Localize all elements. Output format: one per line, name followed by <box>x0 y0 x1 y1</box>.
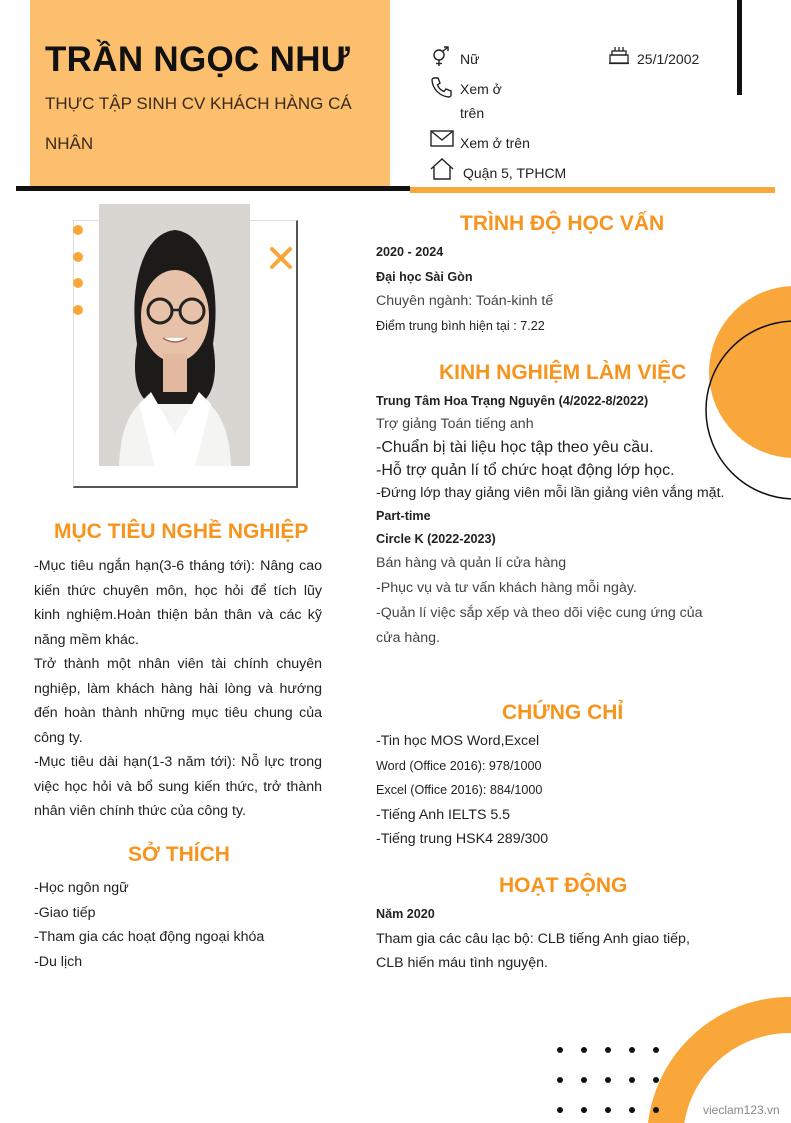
career-goal-paragraph: -Mục tiêu ngắn hạn(3-6 tháng tới): Nâng cao kiến thức chuyên môn, học hỏi để tích lũy kinh nghiệm.Hoàn thiện bản thân và các kỹ năng mềm khác. <box>34 558 322 648</box>
certificates-title: CHỨNG CHỈ <box>502 701 624 724</box>
address-value: Quận 5, TPHCM <box>463 165 567 181</box>
header-vertical-bar <box>737 0 742 95</box>
certificate-item: Word (Office 2016): 978/1000 <box>376 758 542 773</box>
gender-value: Nữ <box>460 51 480 67</box>
job1-company: Trung Tâm Hoa Trạng Nguyên (4/2022-8/2022) <box>376 394 649 408</box>
job2-task: -Quản lí việc sắp xếp và theo dõi việc cung ứng của cửa hàng. <box>376 605 703 646</box>
education-school: Đại học Sài Gòn <box>376 269 473 284</box>
watermark: vieclam123.vn <box>703 1103 780 1117</box>
certificates-list <box>376 729 726 852</box>
profile-photo <box>99 204 250 466</box>
decor-dot <box>73 305 83 315</box>
job-title: THỰC TẬP SINH CV KHÁCH HÀNG CÁ NHÂN <box>45 94 352 153</box>
education-title: TRÌNH ĐỘ HỌC VẤN <box>460 212 665 235</box>
decor-dot <box>73 225 83 235</box>
candidate-name: TRẦN NGỌC NHƯ <box>45 40 351 79</box>
certificate-item: Excel (Office 2016): 884/1000 <box>376 783 543 797</box>
divider-black <box>16 186 410 191</box>
hobbies-title: SỞ THÍCH <box>128 843 230 866</box>
activity-description: Tham gia các câu lạc bộ: CLB tiếng Anh giao tiếp, CLB hiến máu tình nguyện. <box>376 930 690 971</box>
job2-type: Part-time <box>376 509 431 523</box>
decor-dot <box>73 252 83 262</box>
hobby-item: -Tham gia các hoạt động ngoại khóa <box>34 929 265 945</box>
experience-block <box>376 390 756 651</box>
job2-company: Circle K (2022-2023) <box>376 532 496 546</box>
career-goal-title: MỤC TIÊU NGHỀ NGHIỆP <box>54 520 309 543</box>
education-major: Chuyên ngành: Toán-kinh tế <box>376 293 554 309</box>
birthday-cake-icon <box>608 45 630 70</box>
job1-task: -Chuẩn bị tài liệu học tập theo yêu cầu. <box>376 439 654 456</box>
email-icon <box>430 130 454 152</box>
hobbies-list <box>34 876 322 974</box>
career-goal-paragraph: Trở thành một nhân viên tài chính chuyên nghiệp, làm khách hàng hài lòng và hướng đến hoàn thành những mục tiêu chung của công ty. <box>34 656 322 746</box>
certificate-item: -Tin học MOS Word,Excel <box>376 733 540 749</box>
hobby-item: -Học ngôn ngữ <box>34 880 129 896</box>
education-block <box>376 240 726 338</box>
email-value: Xem ở trên <box>460 135 530 151</box>
phone-value-line2: trên <box>460 105 485 121</box>
hobby-item: -Giao tiếp <box>34 904 96 921</box>
gender-icon <box>430 46 452 73</box>
education-gpa: Điểm trung bình hiện tại : 7.22 <box>376 318 545 333</box>
experience-title: KINH NGHIỆM LÀM VIỆC <box>439 361 687 384</box>
job2-role: Bán hàng và quản lí cửa hàng <box>376 555 567 571</box>
job1-task: -Hỗ trợ quản lí tổ chức hoạt động lớp học. <box>376 462 675 479</box>
job1-role: Trợ giảng Toán tiếng anh <box>376 416 534 432</box>
home-icon <box>430 158 454 185</box>
job1-task: -Đứng lớp thay giảng viên mỗi lần giảng viên vắng mặt. <box>376 485 725 501</box>
phone-icon <box>430 76 452 103</box>
phone-value-line1: Xem ở <box>460 81 502 97</box>
decor-dot <box>73 278 83 288</box>
decor-cross-icon <box>269 246 293 270</box>
certificate-item: -Tiếng Anh IELTS 5.5 <box>376 806 511 823</box>
hobby-item: -Du lịch <box>34 953 83 970</box>
activity-year: Năm 2020 <box>376 907 435 921</box>
divider-orange <box>410 187 775 193</box>
birthday-value: 25/1/2002 <box>637 51 700 67</box>
education-period: 2020 - 2024 <box>376 245 444 259</box>
activities-block <box>376 902 716 976</box>
career-goal-paragraph: -Mục tiêu dài hạn(1-3 năm tới): Nỗ lực trong việc học hỏi và bổ sung kiến thức, trở thành nhân viên chính thức của công ty. <box>34 754 322 819</box>
career-goal-text <box>34 554 322 824</box>
certificate-item: -Tiếng trung HSK4 289/300 <box>376 831 549 847</box>
activities-title: HOẠT ĐỘNG <box>499 874 628 897</box>
job2-task: -Phục vụ và tư vấn khách hàng mỗi ngày. <box>376 580 637 596</box>
